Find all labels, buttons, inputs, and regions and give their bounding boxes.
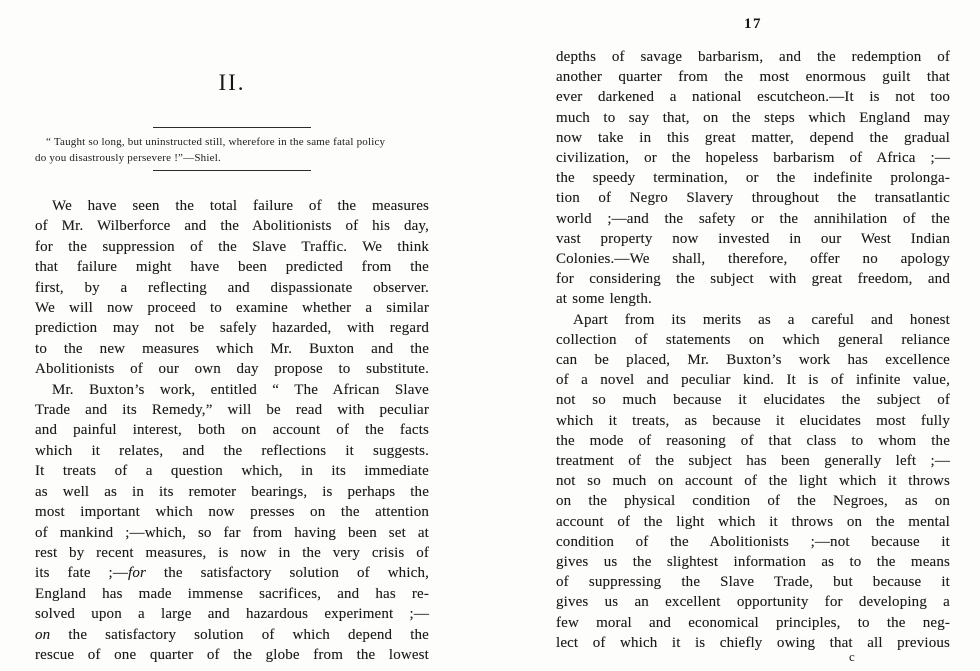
text-line: depths of savage barbarism, and the redemption of xyxy=(556,49,950,65)
text-line: much to say that, on the steps which England may xyxy=(556,109,950,126)
text-line: which it treats, as because it elucidates most fully xyxy=(556,412,950,429)
text-line: It treats of a question which, in its immediate xyxy=(35,463,429,480)
text-line: condition of the Abolitionists ;—not because it xyxy=(556,533,950,550)
body-paragraph xyxy=(35,196,429,380)
page-right-body xyxy=(556,47,950,653)
text-line: the speedy termination, or the indefinite prolonga- xyxy=(556,170,950,187)
epigraph-rule-bottom xyxy=(153,170,311,171)
text-line: another quarter from the most enormous guilt that xyxy=(556,69,950,86)
text-line: rescue of one quarter of the globe from the lowest xyxy=(35,646,429,663)
text-line: gives us the slightest information as to the means xyxy=(556,554,950,571)
text-line: not so much because it elucidates the subject of xyxy=(556,392,950,409)
text-line: now take in this great matter, depend the gradual xyxy=(556,129,950,146)
text-line: solved upon a large and hazardous experiment ;— xyxy=(35,606,429,623)
text-line: the mode of reasoning of that class to whom the xyxy=(556,432,950,449)
text-line: lect of which it is chiefly owing that all previous xyxy=(556,634,950,651)
text-line: tion of Negro Slavery throughout the transatlantic xyxy=(556,190,950,207)
text-line: prediction may not be safely hazarded, with regard xyxy=(35,320,429,337)
text-line: and painful interest, both on account of the facts xyxy=(35,422,429,439)
text-line: “ Taught so long, but uninstructed still, wherefore in the same fatal policy xyxy=(46,136,386,148)
body-paragraph xyxy=(556,310,950,653)
text-line: Trade and its Remedy,” will be read with peculiar xyxy=(35,402,429,419)
text-line: collection of statements on which general reliance xyxy=(556,331,950,348)
text-line: few moral and economical principles, to the neg- xyxy=(556,614,950,631)
text-line: of mankind ;—which, so far from having been set at xyxy=(35,524,429,541)
text-line: Mr. Buxton’s work, entitled “ The African Slave xyxy=(52,381,429,398)
page-right xyxy=(556,0,950,671)
text-line: of suppressing the Slave Trade, but because it xyxy=(556,574,950,591)
text-line: world ;—and the safety or the annihilation of the xyxy=(556,210,950,227)
text-line: not so much on account of the light which it throws xyxy=(556,473,950,490)
signature-mark: c xyxy=(849,649,855,664)
text-line: gives us an excellent opportunity for developing a xyxy=(556,594,950,611)
page-left xyxy=(35,0,429,671)
text-line: do you disastrously persevere !”—Shiel. xyxy=(35,152,221,164)
text-line: which it relates, and the reflections it suggests. xyxy=(35,442,429,459)
text-line: for the suppression of the Slave Traffic. We think xyxy=(35,238,429,255)
text-line: Abolitionists of our own day propose to substitute. xyxy=(35,361,429,378)
epigraph xyxy=(35,134,429,166)
text-line: to the new measures which Mr. Buxton and the xyxy=(35,340,429,357)
text-line: Colonies.—We shall, therefore, offer no apology xyxy=(556,251,950,268)
text-line: Apart from its merits as a careful and honest xyxy=(573,311,950,328)
text-line: treatment of the subject has been generally left ;— xyxy=(556,453,950,470)
body-paragraph xyxy=(556,47,950,310)
text-line: We will now proceed to examine whether a similar xyxy=(35,300,429,317)
text-line: for considering the subject with great freedom, and xyxy=(556,271,950,288)
page-number: 17 xyxy=(744,16,762,32)
text-line: We have seen the total failure of the measures xyxy=(52,198,429,214)
text-line: its fate ;—for the satisfactory solution of which, xyxy=(35,565,429,582)
text-line: can be placed, Mr. Buxton’s work has excellence xyxy=(556,352,950,369)
text-line: first, by a reflecting and dispassionate observer. xyxy=(35,279,429,296)
page-left-body xyxy=(35,196,429,665)
text-line: on the physical condition of the Negroes, as on xyxy=(556,493,950,510)
epigraph-rule-top xyxy=(153,127,311,128)
text-line: of Mr. Wilberforce and the Abolitionists of his day, xyxy=(35,218,429,235)
text-line: most important which now presses on the attention xyxy=(35,504,429,521)
chapter-heading: II. xyxy=(218,70,246,95)
text-line: rest by recent measures, is now in the very crisis of xyxy=(35,544,429,561)
text-line: account of the light which it throws on the mental xyxy=(556,513,950,530)
text-line: on the satisfactory solution of which depend the xyxy=(35,626,429,643)
text-line: ever darkened a national escutcheon.—It is not too xyxy=(556,89,950,106)
text-line: that failure might have been predicted from the xyxy=(35,259,429,276)
text-line: vast property now invested in our West Indian xyxy=(556,230,950,247)
body-paragraph xyxy=(35,380,429,666)
text-line: as well as in its remoter bearings, is perhaps the xyxy=(35,483,429,500)
text-line: of a novel and peculiar kind. It is of infinite value, xyxy=(556,372,950,389)
text-line: England has made immense sacrifices, and has re- xyxy=(35,585,429,602)
text-line: civilization, or the hopeless barbarism of Africa ;— xyxy=(556,150,950,167)
text-line: at some length. xyxy=(556,291,652,308)
